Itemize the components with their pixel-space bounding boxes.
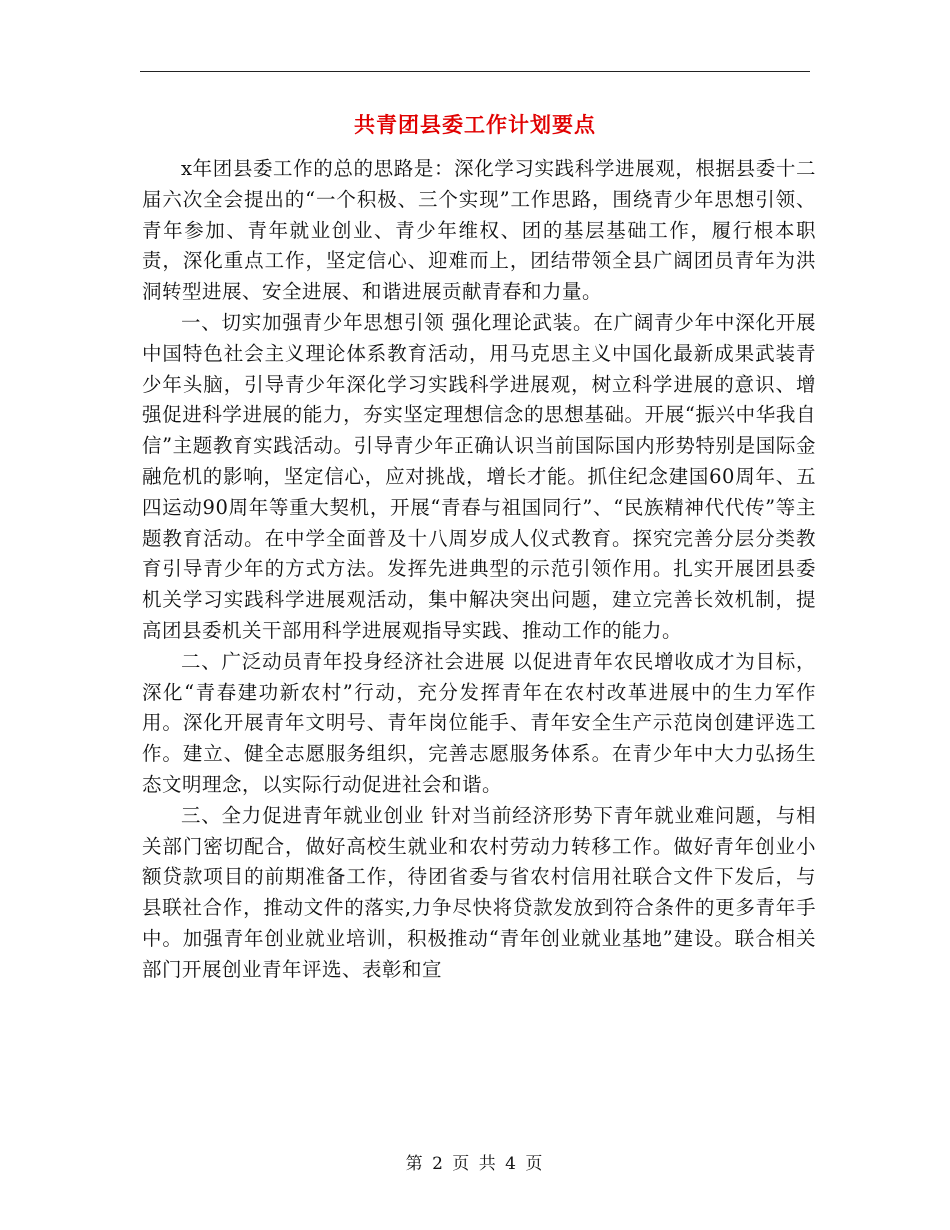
header-rule xyxy=(140,71,810,72)
document-body xyxy=(142,154,816,986)
page-number-footer: 第 2 页 共 4 页 xyxy=(405,1154,545,1174)
paragraph-section-1: 一、切实加强青少年思想引领 强化理论武装。在广阔青少年中深化开展中国特色社会主义理论体系教育活动，用马克思主义中国化最新成果武装青少年头脑，引导青少年深化学习实践科学进展观，树立科学进展的意识、增强促进科学进展的能力，夯实坚定理想信念的思想基础。开展“振兴中华我自信”主题教育实践活动。引导青少年正确认识当前国际国内形势特别是国际金融危机的影响，坚定信心，应对挑战，增长才能。抓住纪念建国60周年、五四运动90周年等重大契机，开展“青春与祖国同行”、“民族精神代代传”等主题教育活动。在中学全面普及十八周岁成人仪式教育。探究完善分层分类教育引导青少年的方式方法。发挥先进典型的示范引领作用。扎实开展团县委机关学习实践科学进展观活动，集中解决突出问题，建立完善长效机制，提高团县委机关干部用科学进展观指导实践、推动工作的能力。 xyxy=(142,310,816,642)
paragraph-section-3: 三、全力促进青年就业创业 针对当前经济形势下青年就业难问题，与相关部门密切配合，做好高校生就业和农村劳动力转移工作。做好青年创业小额贷款项目的前期准备工作，待团省委与省农村信用社联合文件下发后，与县联社合作，推动文件的落实,力争尽快将贷款发放到符合条件的更多青年手中。加强青年创业就业培训，积极推动“青年创业就业基地”建设。联合相关部门开展创业青年评选、表彰和宣 xyxy=(142,803,816,981)
paragraph-section-2: 二、广泛动员青年投身经济社会进展 以促进青年农民增收成才为目标，深化“青春建功新农村”行动，充分发挥青年在农村改革进展中的生力军作用。深化开展青年文明号、青年岗位能手、青年安全生产示范岗创建评选工作。建立、健全志愿服务组织，完善志愿服务体系。在青少年中大力弘扬生态文明理念，以实际行动促进社会和谐。 xyxy=(142,649,816,796)
paragraph-intro: x年团县委工作的总的思路是：深化学习实践科学进展观，根据县委十二届六次全会提出的“一个积极、三个实现”工作思路，围绕青少年思想引领、青年参加、青年就业创业、青少年维权、团的基层基础工作，履行根本职责，深化重点工作，坚定信心、迎难而上，团结带领全县广阔团员青年为洪洞转型进展、安全进展、和谐进展贡献青春和力量。 xyxy=(142,157,816,304)
document-title: 共青团县委工作计划要点 xyxy=(354,112,596,137)
